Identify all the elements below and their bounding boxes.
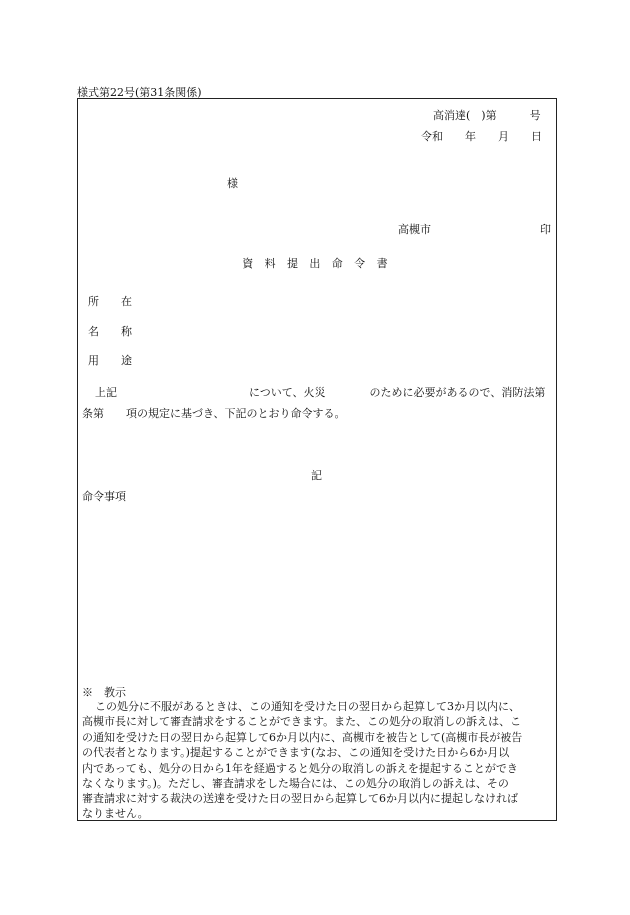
seal-mark: 印: [540, 223, 551, 236]
notice-line: 内であっても、処分の日から1年を経過すると処分の取消しの訴えを提起することができ: [82, 762, 518, 775]
notice-line: この処分に不服があるときは、この通知を受けた日の翌日から起算して3か月以内に、: [95, 700, 520, 713]
field-usage-label: 用 途: [88, 354, 132, 367]
notice-line: の代表者となります。)提起することができます(なお、この通知を受けた日から6か月以: [82, 746, 510, 759]
notice-line: なくなります。)。ただし、審査請求をした場合には、この処分の取消しの訴えは、その: [82, 777, 509, 790]
notice-line: なりません。: [82, 807, 149, 820]
body-text-line-2: 条第 項の規定に基づき、下記のとおり命令する。: [82, 407, 346, 420]
notice-line: 審査請求に対する裁決の送達を受けた日の翌日から起算して6か月以内に提起しなければ: [82, 792, 518, 805]
notice-heading: ※ 教示: [82, 686, 126, 699]
ki-marker: 記: [311, 469, 322, 482]
field-location-label: 所 在: [88, 295, 132, 308]
field-name-label: 名 称: [88, 325, 132, 338]
order-items-heading: 命令事項: [82, 490, 126, 503]
body-text-line-1: 上記 について、火災 のために必要があるので、消防法第: [95, 386, 546, 399]
document-title: 資 料 提 出 命 令 書: [242, 257, 388, 270]
form-number-label: 様式第22号(第31条関係): [77, 86, 202, 99]
issuer-name: 高槻市: [398, 223, 431, 236]
notice-line: の通知を受けた日の翌日から起算して6か月以内に、高槻市を被告として(高槻市長が被告: [82, 731, 523, 744]
addressee-suffix: 様: [227, 177, 238, 190]
issue-date: 令和 年 月 日: [421, 130, 542, 143]
document-number: 高消達( )第 号: [433, 109, 541, 122]
notice-line: 高槻市長に対して審査請求をすることができます。また、この処分の取消しの訴えは、こ: [82, 715, 522, 728]
